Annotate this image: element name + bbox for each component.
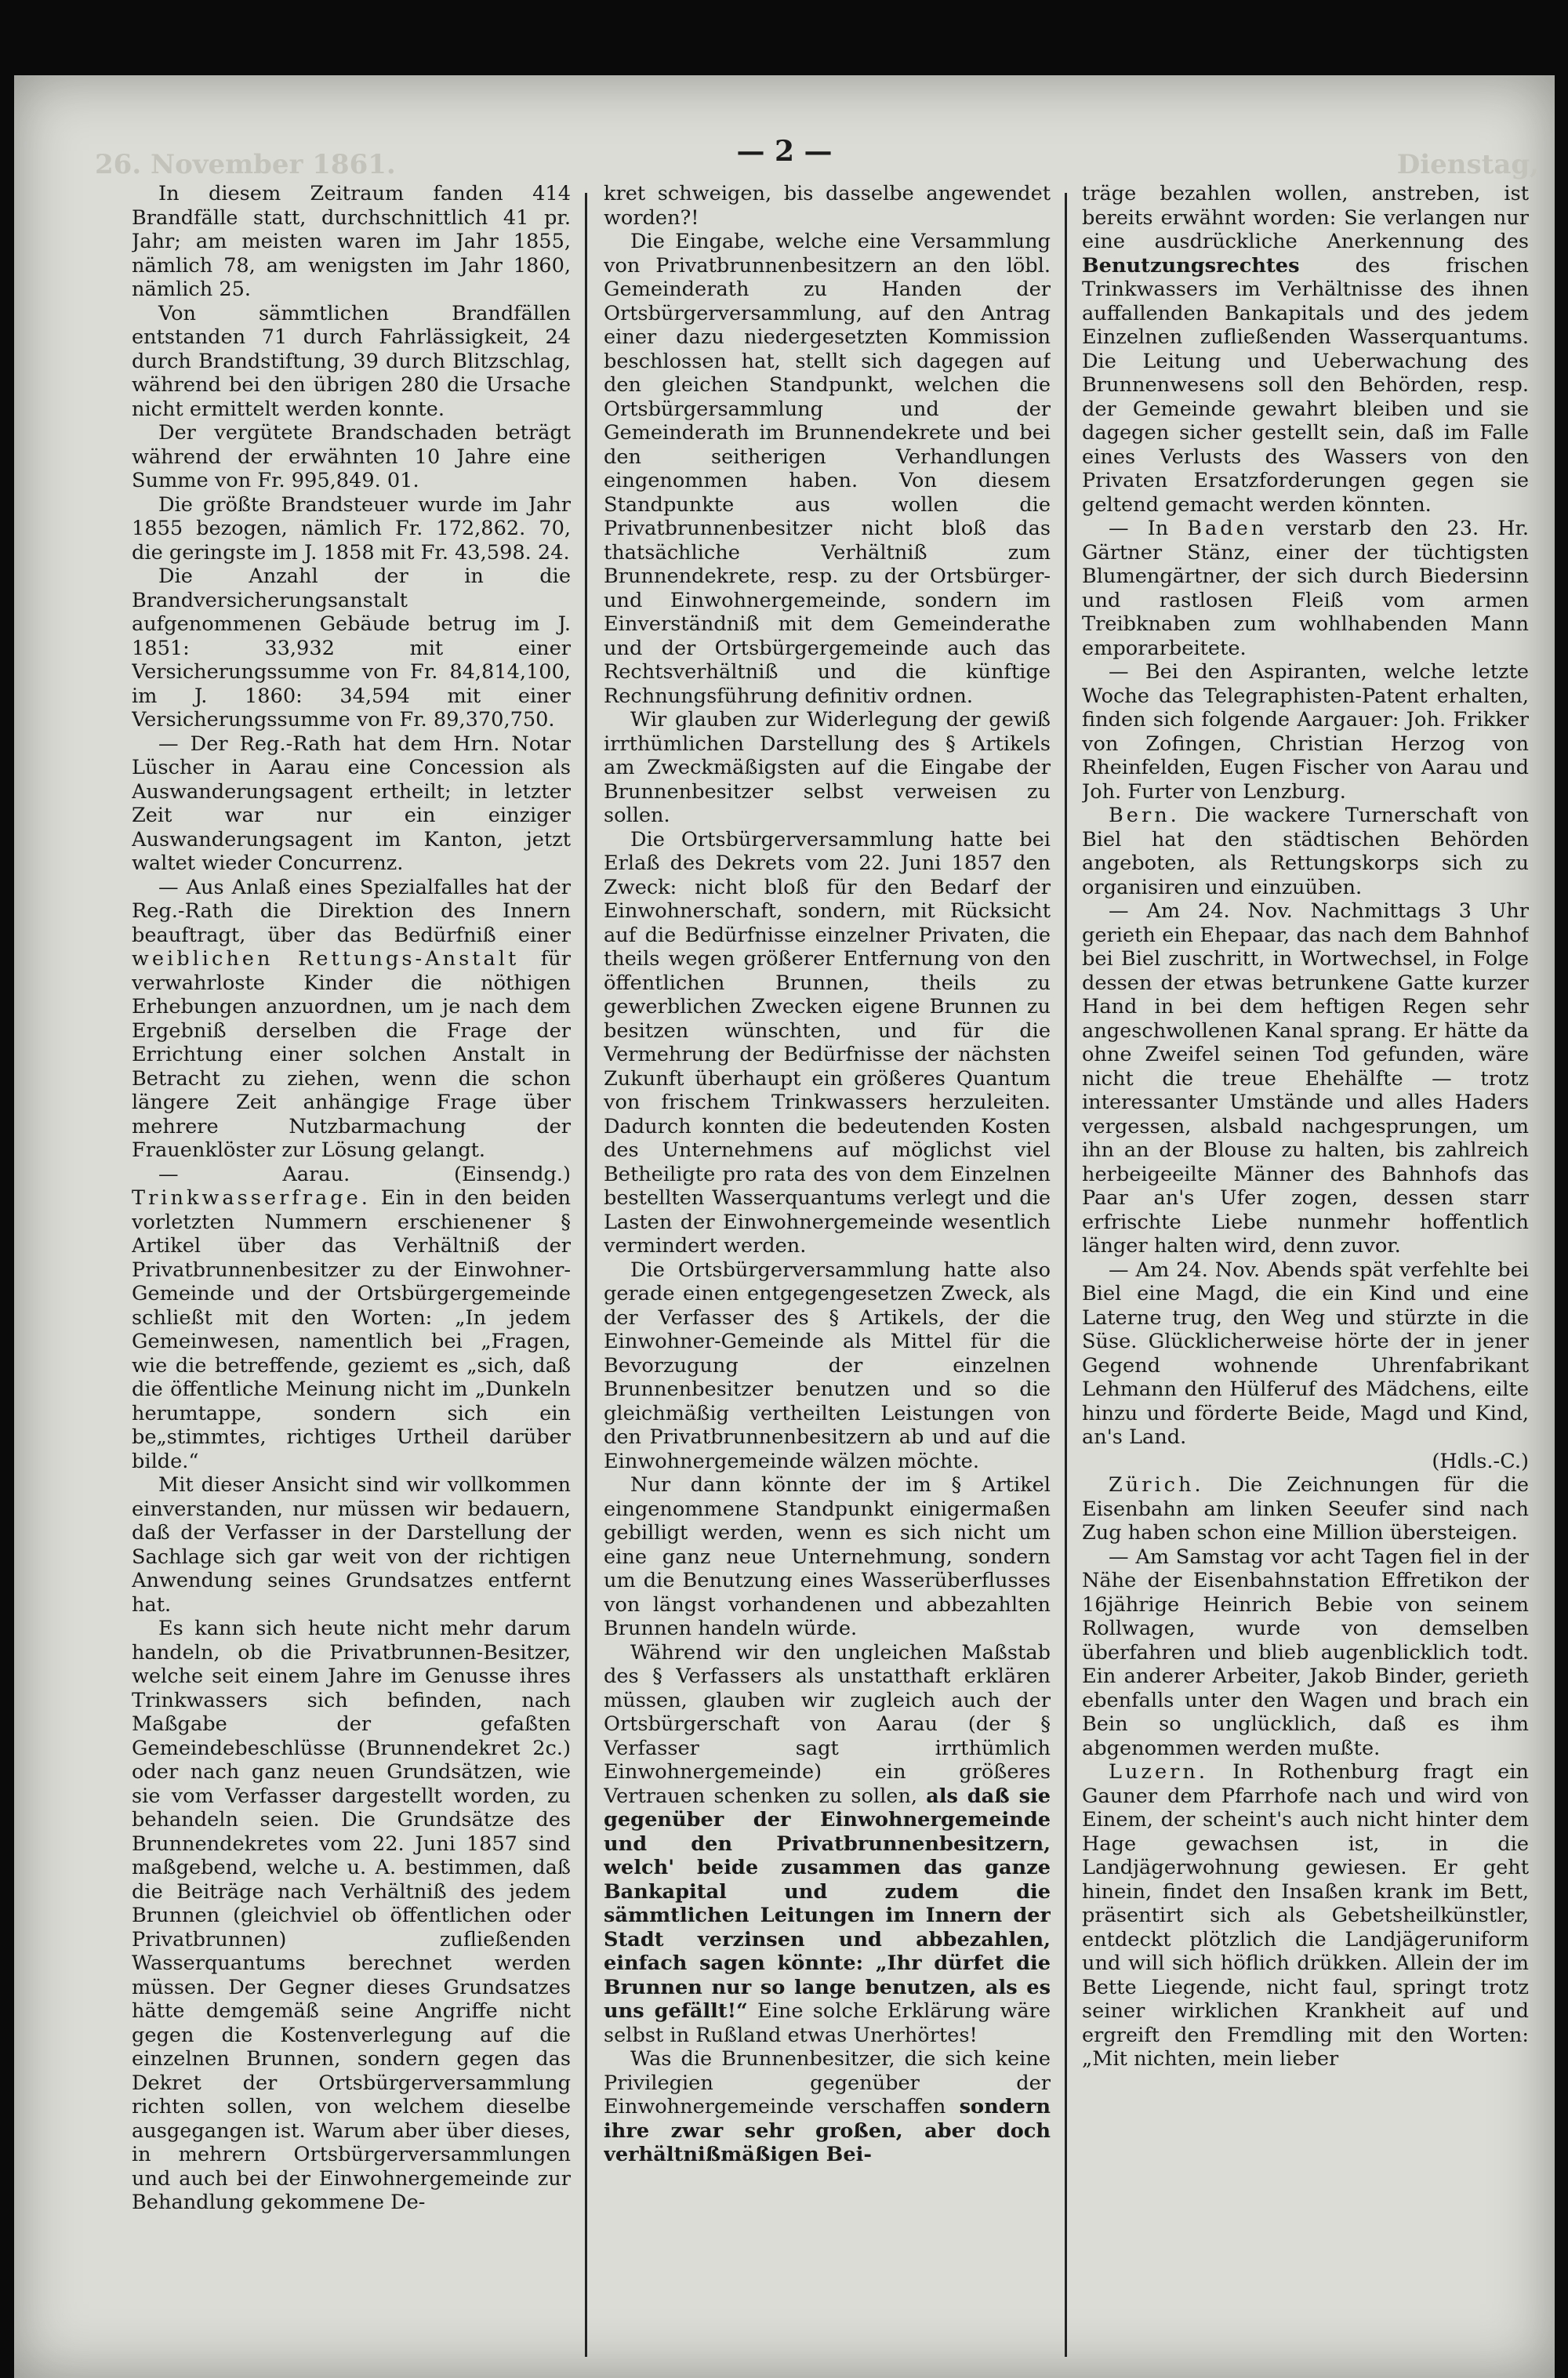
rescue-institute-heading: weiblichen Rettungs-Anstalt (132, 947, 520, 971)
zurich-railway: Zürich. Die Zeichnungen für die Eisenbahn am linken Seeufer sind nach Zug haben schon eine Million übersteigen. (1082, 1473, 1529, 1545)
insured-buildings: Die Anzahl der in die Brandversicherungsanstalt aufgenommenen Gebäude betrug im J. 1851: 33,932 mit einer Versicherungssumme von Fr. 84,814,100, im J. 1860: 34,594 mit einer Versicherungssumme von Fr. 89,370,750. (132, 565, 571, 732)
usage-rights-term: Benutzungsrechtes (1082, 253, 1300, 278)
luzern-swindler: Luzern. In Rothenburg fragt ein Gauner dem Pfarrhofe nach und wird von Einem, der scheint's auch nicht hinter dem Hage gewachsen ist, in die Landjägerwohnung gewiesen. Er geht hinein, findet den Insaßen krank im Bett, präsentirt sich als Gebetsheilkünstler, entdeckt plötzlich die Landjägeruniform und will sich höflich drükken. Allein der im Bette Liegende, nicht faul, springt trotz seiner wirklichen Krankheit auf und ergreift den Fremdling mit den Worten: „Mit nichten, mein lieber (1082, 1760, 1529, 2071)
column-rule-right (1065, 193, 1067, 2357)
bleed-date: 26. November 1861. (95, 149, 396, 180)
effretikon-accident: — Am Samstag vor acht Tagen fiel in der Nähe der Eisenbahnstation Effretikon der 16jährige Heinrich Bebie von seinem Rollwagen, wurde von demselben überfahren und blieb augenblicklich todt. Ein anderer Arbeiter, Jakob Binder, gerieth ebenfalls unter den Wagen und brach ein Bein so unglücklich, daß es ihm abgenommen werden mußte. (1082, 1545, 1529, 1760)
emigration-agent-notice: — Der Reg.-Rath hat dem Hrn. Notar Lüscher in Aarau eine Concession als Auswanderungsagent ertheilt; in letzter Zeit war nur ein einziger Auswanderungsagent im Kanton, jetzt waltet wieder Concurrenz. (132, 732, 571, 875)
petition-paragraph: Die Eingabe, welche eine Versammlung von Privatbrunnenbesitzern an den löbl. Gemeinderath zu Handen der Ortsbürgerversammlung, auf den Antrag einer dazu niedergesetzten Kommission beschlossen hat, stellt sich dagegen auf den gleichen Standpunkt, welchen die Ortsbürgersammlung und der Gemeinderath im Brunnendekrete und bei den seitherigen Verhandlungen eingenommen haben. Von diesem Standpunkte aus wollen die Privatbrunnenbesitzer nicht bloß das thatsächliche Verhältniß zum Brunnendekrete, resp. zu der Ortsbürger- und Einwohnergemeinde, sondern im Einverständniß mit dem Gemeinderathe und der Ortsbürgergemeinde auch das Rechtsverhältniß und die künftige Rechnungsführung definitiv ordnen. (604, 230, 1051, 708)
biel-couple-story: — Am 24. Nov. Nachmittags 3 Uhr gerieth ein Ehepaar, das nach dem Bahnhof bei Biel zuschritt, in Wortwechsel, in Folge dessen der etwas betrunkene Gatte kurzer Hand in bei dem heftigen Regen sehr angeschwollenen Kanal sprang. Er hätte da ohne Zweifel seinen Tod gefunden, wäre nicht die treue Ehehälfte — trotz interessanter Umstände und alles Haders vergessen, alsbald nachgesprungen, um ihn an der Blouse zu halten, bis zahlreich herbeigeeilte Männer des Bahnhofs das Paar an's Ufer zogen, dessen starr erfrischte Liebe nunmehr hoffentlich länger halten wird, denn zuvor. (1082, 899, 1529, 1258)
newspaper-page (14, 75, 1555, 2378)
decree-purpose-paragraph: Die Ortsbürgerversammlung hatte bei Erlaß des Dekrets vom 22. Juni 1857 den Zweck: nicht bloß für den Bedarf der Einwohnerschaft, sondern, mit Rücksicht auf die Bedürfnisse einzelner Privaten, die theils wegen größerer Entfernung von den öffentlichen Brunnen, theils zu gewerblichen Zwecken eigene Brunnen zu besitzen wünschten, und für die Vermehrung der Bedürfnisse der nächsten Zukunft überhaupt ein größeres Quantum von frischem Trinkwassers herzuleiten. Dadurch konnten die bedeutenden Kosten des Unternehmens auf möglichst viel Betheiligte pro rata des von dem Einzelnen bestellten Wasserquantums verlegt und die Lasten der Einwohnergemeinde wesentlich vermindert werden. (604, 827, 1051, 1258)
rescue-institute-article: — Aus Anlaß eines Spezialfalles hat der Reg.-Rath die Direktion des Innern beauftragt, über das Bedürfniß einer weiblichen Rettungs-Anstalt für verwahrloste Kinder die nöthigen Erhebungen anzuordnen, um je nach dem Ergebniß derselben die Frage der Errichtung einer solchen Anstalt in Betracht zu ziehen, wenn die schon längere Zeit anhängige Frage über mehrere Nutzbarmachung der Frauenklöster zur Lösung gelangt. (132, 875, 571, 1162)
column-2 (604, 182, 1051, 2354)
bleed-weekday: Dienstag, (1396, 149, 1539, 180)
fire-causes: Von sämmtlichen Brandfällen entstanden 71 durch Fahrlässigkeit, 24 durch Brandstiftung, 39 durch Blitzschlag, während bei den übrigen 280 die Ursache nicht ermittelt werden konnte. (132, 301, 571, 421)
zurich-dateline: Zürich. (1109, 1473, 1204, 1497)
standpoint-paragraph: Nur dann könnte der im § Artikel eingenommene Standpunkt einigermaßen gebilligt werden, wenn es sich nicht um eine ganz neue Unternehmung, sondern um die Benutzung eines Wasserüberflusses von längst vorhandenen und abbezahlten Brunnen handeln würde. (604, 1473, 1051, 1640)
column-3 (1082, 182, 1529, 2354)
decree-continuation: kret schweigen, bis dasselbe angewendet worden?! (604, 182, 1051, 230)
fire-statistics-count: In diesem Zeitraum fanden 414 Brandfälle statt, durchschnittlich 41 pr. Jahr; am meisten waren im Jahr 1855, nämlich 78, am wenigsten im Jahr 1860, nämlich 25. (132, 182, 571, 301)
drinking-water-para-2: Mit dieser Ansicht sind wir vollkommen einverstanden, nur müssen wir bedauern, daß der Verfasser in der Darstellung der Sachlage sich gar weit von der richtigen Anwendung seines Grundsatzes entfernt hat. (132, 1473, 571, 1617)
opposite-purpose-paragraph: Die Ortsbürgerversammlung hatte also gerade einen entgegengesetzen Zweck, als der Verfasser des § Artikels, der die Einwohner-Gemeinde als Mittel für die Bevorzugung der einzelnen Brunnenbesitzer benutzen und so die gleichmäßig vertheilten Leistungen von den Privatbrunnenbesitzern ab und auf die Einwohnergemeinde wälzen möchte. (604, 1258, 1051, 1473)
telegraph-aspirants: — Bei den Aspiranten, welche letzte Woche das Telegraphisten-Patent erhalten, finden sich folgende Aargauer: Joh. Frikker von Zofingen, Christian Herzog von Rheinfelden, Eugen Fischer von Aarau und Joh. Furter von Lenzburg. (1082, 660, 1529, 804)
aarau-dateline: — Aarau. (Einsendg.) (158, 1162, 571, 1186)
refutation-paragraph: Wir glauben zur Widerlegung der gewiß irrthümlichen Darstellung des § Artikels am Zweckmäßigsten auf die Eingabe der Brunnenbesitzer selbst verweisen zu sollen. (604, 708, 1051, 827)
bold-emphasis: als daß sie gegenüber der Einwohnergemeinde und den Privatbrunnenbesitzern, welch' beide zusammen das ganze Bankapital und zudem die sämmtlichen Leitungen im Innern der Stadt verzinsen und abbezahlen, einfach sagen könnte: „Ihr dürfet die Brunnen nur so lange benutzen, als es uns gefällt!“ (604, 1784, 1051, 2023)
luzern-dateline: Luzern. (1109, 1760, 1208, 1784)
page-number: — 2 — (736, 135, 833, 168)
bold-emphasis-2: sondern ihre zwar sehr großen, aber doch verhältnißmäßigen Bei- (604, 2095, 1051, 2166)
fire-tax: Die größte Brandsteuer wurde im Jahr 1855 bezogen, nämlich Fr. 172,862. 70, die geringste im J. 1858 mit Fr. 43,598. 24. (132, 492, 571, 565)
fire-damage-total: Der vergütete Brandschaden beträgt während der erwähnten 10 Jahre eine Summe von Fr. 995,849. 01. (132, 421, 571, 492)
drinking-water-heading: Trinkwasserfrage. (132, 1186, 371, 1210)
column-rule-left (585, 193, 587, 2357)
owners-paragraph: Was die Brunnenbesitzer, die sich keine Privilegien gegenüber der Einwohnergemeinde verschaffen sondern ihre zwar sehr großen, aber doch verhältnißmäßigen Bei- (604, 2047, 1051, 2166)
trust-paragraph: Während wir den ungleichen Maßstab des § Verfassers als unstatthaft erklären müssen, glauben wir zugleich auch der Ortsbürgerschaft von Aarau (der § Verfasser sagt irrthümlich Einwohnergemeinde) ein größeres Vertrauen schenken zu sollen, als daß sie gegenüber der Einwohnergemeinde und den Privatbrunnenbesitzern, welch' beide zusammen das ganze Bankapital und zudem die sämmtlichen Leitungen im Innern der Stadt verzinsen und abbezahlen, einfach sagen könnte: „Ihr dürfet die Brunnen nur so lange benutzen, als es uns gefällt!“ Eine solche Erklärung wäre selbst in Rußland etwas Unerhörtes! (604, 1640, 1051, 2047)
usage-rights-paragraph: träge bezahlen wollen, anstreben, ist bereits erwähnt worden: Sie verlangen nur eine ausdrückliche Anerkennung des Benutzungsrechtes des frischen Trinkwassers im Verhältnisse des ihnen auffallenden Bankapitals und des jedem Einzelnen zufließenden Wasserquantums. Die Leitung und Ueberwachung des Brunnenwesens soll den Behörden, resp. der Gemeinde gewahrt bleiben und sie dagegen sicher gestellt sein, daß im Falle eines Verlusts des Wassers von den Privaten Ersatzforderungen gegen sie geltend gemacht werden könnten. (1082, 182, 1529, 517)
biel-maid-story: — Am 24. Nov. Abends spät verfehlte bei Biel eine Magd, die ein Kind und eine Laterne trug, den Weg und stürzte in die Süse. Glücklicherweise hörte der in jener Gegend wohnende Uhrenfabrikant Lehmann den Hülferuf des Mädchens, eilte hinzu und förderte Beide, Magd und Kind, an's Land. (1082, 1258, 1529, 1449)
bern-gymnasts: Bern. Die wackere Turnerschaft von Biel hat den städtischen Behörden angeboten, als Rettungskorps sich zu organisiren und einzuüben. (1082, 804, 1529, 899)
source-signature: (Hdls.-C.) (1432, 1449, 1529, 1473)
baden-dateline: Baden (1187, 517, 1268, 540)
drinking-water-para-3: Es kann sich heute nicht mehr darum handeln, ob die Privatbrunnen-Besitzer, welche seit einem Jahre im Genusse ihres Trinkwassers sich befinden, nach Maßgabe der gefaßten Gemeindebeschlüsse (Brunnendekret 2c.) oder nach ganz neuen Grundsätzen, wie sie vom Verfasser dargestellt worden, zu behandeln seien. Die Grundsätze des Brunnendekretes vom 22. Juni 1857 sind maßgebend, welche u. A. bestimmen, daß die Beiträge nach Verhältniß des jedem Brunnen (gleichviel ob öffentlichen oder Privatbrunnen) zufließenden Wasserquantums berechnet werden müssen. Der Gegner dieses Grundsatzes hätte demgemäß seine Angriffe nicht gegen die Kostenverlegung auf die einzelnen Brunnen, sondern gegen das Dekret der Ortsbürgerversammlung richten sollen, von welchem dieselbe ausgegangen ist. Warum aber über dieses, in mehrern Ortsbürgerversammlungen und auch bei der Einwohnergemeinde zur Behandlung gekommene De- (132, 1617, 571, 2214)
bern-dateline: Bern. (1109, 804, 1180, 827)
column-1 (132, 182, 571, 2354)
drinking-water-article: — Aarau. (Einsendg.) Trinkwasserfrage. Ein in den beiden vorletzten Nummern erschienener § Artikel über das Verhältniß der Privatbrunnenbesitzer zu der Einwohner-Gemeinde und der Ortsbürgergemeinde schließt mit den Worten: „In jedem Gemeinwesen, namentlich bei „Fragen, wie die betreffende, geziemt es „sich, daß die öffentliche Meinung nicht im „Dunkeln herumtappe, sondern sich ein be„stimmtes, richtiges Urtheil darüber bilde.“ (132, 1162, 571, 1473)
baden-obituary: — In Baden verstarb den 23. Hr. Gärtner Stänz, einer der tüchtigsten Blumengärtner, der sich durch Biedersinn und rastlosen Fleiß vom armen Treibknaben zum wohlhabenden Mann emporarbeitete. (1082, 517, 1529, 660)
